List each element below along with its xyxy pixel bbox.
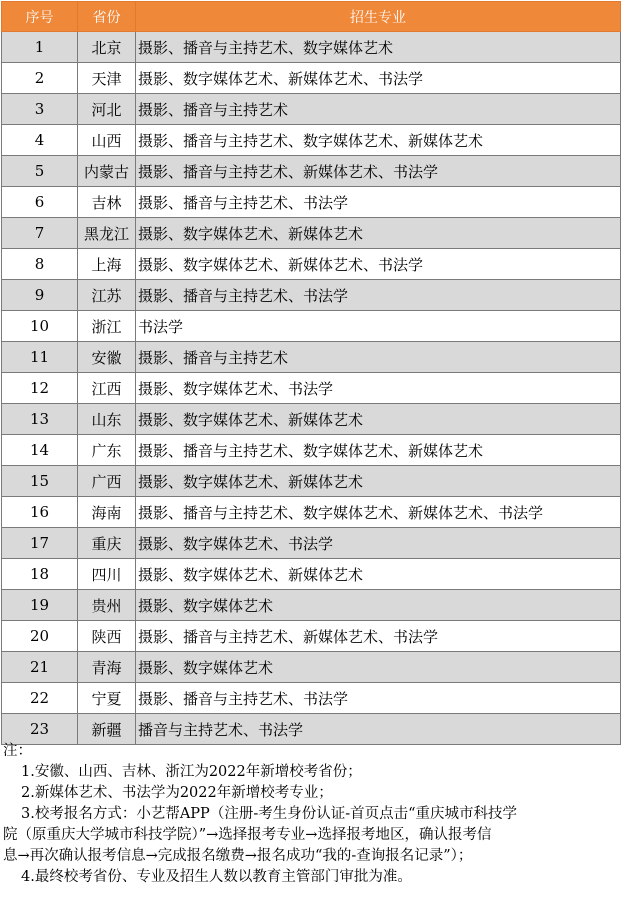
row-number: 20	[2, 621, 78, 652]
row-majors: 摄影、数字媒体艺术	[136, 590, 621, 621]
table-row	[2, 435, 621, 466]
row-number: 10	[2, 311, 78, 342]
note-3-line-2: 院（原重庆大学城市科技学院）”→选择报考专业→选择报考地区，确认报考信	[3, 827, 492, 843]
row-number: 12	[2, 373, 78, 404]
row-number: 21	[2, 652, 78, 683]
row-number: 5	[2, 156, 78, 187]
row-number: 13	[2, 404, 78, 435]
row-province: 吉林	[78, 187, 136, 218]
row-majors: 摄影、数字媒体艺术、书法学	[136, 528, 621, 559]
row-province: 山东	[78, 404, 136, 435]
row-number: 9	[2, 280, 78, 311]
note-1: 1.安徽、山西、吉林、浙江为2022年新增校考省份；	[21, 764, 362, 780]
row-majors: 摄影、播音与主持艺术、书法学	[136, 187, 621, 218]
row-province: 广西	[78, 466, 136, 497]
row-majors: 摄影、数字媒体艺术	[136, 652, 621, 683]
row-number: 3	[2, 94, 78, 125]
row-majors: 播音与主持艺术、书法学	[136, 714, 621, 745]
row-number: 22	[2, 683, 78, 714]
row-majors: 摄影、数字媒体艺术、书法学	[136, 373, 621, 404]
notes-title: 注：	[3, 743, 32, 759]
table-row	[2, 342, 621, 373]
table-row	[2, 714, 621, 745]
table-row	[2, 466, 621, 497]
row-province: 浙江	[78, 311, 136, 342]
table-row	[2, 125, 621, 156]
table-row	[2, 559, 621, 590]
table-row	[2, 156, 621, 187]
table-row	[2, 404, 621, 435]
row-province: 安徽	[78, 342, 136, 373]
row-province: 海南	[78, 497, 136, 528]
row-majors: 摄影、播音与主持艺术	[136, 94, 621, 125]
row-majors: 摄影、播音与主持艺术、数字媒体艺术	[136, 32, 621, 63]
row-majors: 摄影、数字媒体艺术、新媒体艺术	[136, 404, 621, 435]
row-number: 6	[2, 187, 78, 218]
document	[1, 1, 620, 885]
row-number: 23	[2, 714, 78, 745]
note-2: 2.新媒体艺术、书法学为2022年新增校考专业；	[21, 785, 333, 801]
row-province: 山西	[78, 125, 136, 156]
table-row	[2, 652, 621, 683]
row-majors: 摄影、播音与主持艺术、数字媒体艺术、新媒体艺术、书法学	[136, 497, 621, 528]
row-majors: 摄影、播音与主持艺术、数字媒体艺术、新媒体艺术	[136, 125, 621, 156]
row-majors: 摄影、数字媒体艺术、新媒体艺术、书法学	[136, 63, 621, 94]
row-province: 四川	[78, 559, 136, 590]
row-province: 河北	[78, 94, 136, 125]
row-number: 16	[2, 497, 78, 528]
row-number: 19	[2, 590, 78, 621]
note-3-line-1: 3.校考报名方式：小艺帮APP（注册-考生身份认证-首页点击“重庆城市科技学	[21, 806, 518, 822]
table-row	[2, 311, 621, 342]
row-province: 新疆	[78, 714, 136, 745]
header-majors: 招生专业	[136, 2, 621, 32]
notes	[3, 741, 619, 888]
row-number: 15	[2, 466, 78, 497]
row-province: 北京	[78, 32, 136, 63]
note-3-line-3: 息→再次确认报考信息→完成报名缴费→报名成功“我的-查询报名记录”）；	[3, 848, 473, 864]
row-province: 黑龙江	[78, 218, 136, 249]
note-4: 4.最终校考省份、专业及招生人数以教育主管部门审批为准。	[21, 869, 412, 885]
table-row	[2, 280, 621, 311]
row-number: 8	[2, 249, 78, 280]
table-row	[2, 621, 621, 652]
table-row	[2, 373, 621, 404]
table-body	[2, 32, 621, 745]
row-number: 14	[2, 435, 78, 466]
row-province: 江苏	[78, 280, 136, 311]
row-province: 广东	[78, 435, 136, 466]
table-row	[2, 590, 621, 621]
row-province: 贵州	[78, 590, 136, 621]
row-number: 17	[2, 528, 78, 559]
row-majors: 摄影、播音与主持艺术、新媒体艺术、书法学	[136, 621, 621, 652]
row-number: 18	[2, 559, 78, 590]
row-province: 宁夏	[78, 683, 136, 714]
row-province: 内蒙古	[78, 156, 136, 187]
row-number: 1	[2, 32, 78, 63]
table-row	[2, 683, 621, 714]
table-row	[2, 94, 621, 125]
table-row	[2, 187, 621, 218]
row-province: 青海	[78, 652, 136, 683]
row-province: 江西	[78, 373, 136, 404]
table-header-row	[2, 2, 621, 32]
row-number: 2	[2, 63, 78, 94]
row-majors: 摄影、播音与主持艺术、新媒体艺术、书法学	[136, 156, 621, 187]
row-majors: 摄影、播音与主持艺术、数字媒体艺术、新媒体艺术	[136, 435, 621, 466]
row-number: 4	[2, 125, 78, 156]
table-row	[2, 528, 621, 559]
row-majors: 摄影、数字媒体艺术、新媒体艺术	[136, 466, 621, 497]
table-row	[2, 63, 621, 94]
row-majors: 摄影、数字媒体艺术、新媒体艺术	[136, 218, 621, 249]
enrollment-table	[1, 1, 621, 745]
table-row	[2, 218, 621, 249]
header-province: 省份	[78, 2, 136, 32]
row-province: 上海	[78, 249, 136, 280]
row-province: 天津	[78, 63, 136, 94]
row-number: 7	[2, 218, 78, 249]
table-row	[2, 249, 621, 280]
row-number: 11	[2, 342, 78, 373]
row-province: 重庆	[78, 528, 136, 559]
row-majors: 摄影、数字媒体艺术、新媒体艺术、书法学	[136, 249, 621, 280]
row-majors: 摄影、播音与主持艺术	[136, 342, 621, 373]
table-row	[2, 32, 621, 63]
row-majors: 摄影、播音与主持艺术、书法学	[136, 683, 621, 714]
row-province: 陕西	[78, 621, 136, 652]
row-majors: 摄影、数字媒体艺术、新媒体艺术	[136, 559, 621, 590]
table-row	[2, 497, 621, 528]
row-majors: 书法学	[136, 311, 621, 342]
row-majors: 摄影、播音与主持艺术、书法学	[136, 280, 621, 311]
header-no: 序号	[2, 2, 78, 32]
